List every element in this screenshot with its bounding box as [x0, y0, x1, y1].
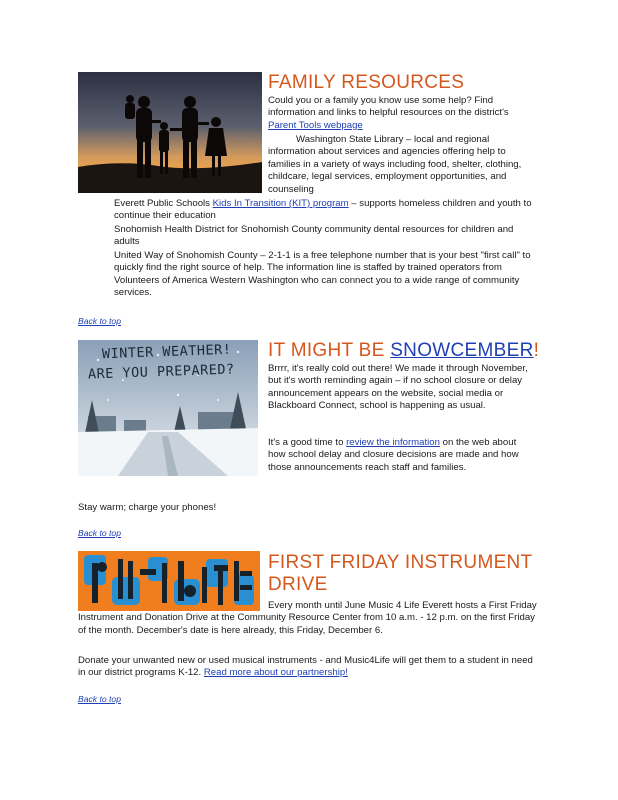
- snowcember-heading-text: IT MIGHT BE: [268, 340, 391, 361]
- snow-paragraph-2-text: It's a good time to: [268, 437, 347, 448]
- family-resources-heading: FAMILY RESOURCES: [268, 72, 465, 93]
- family-item-3-text: Snohomish Health District for Snohomish County community dental resources for children and adults: [114, 224, 514, 248]
- family-item-2: [114, 198, 534, 223]
- snow-paragraph-3: Stay warm; charge your phones!: [78, 502, 217, 513]
- music-paragraph-1: [78, 600, 538, 637]
- snow-paragraph-2: [268, 437, 530, 474]
- snow-paragraph-1: Brrrr, it's really cold out there! We made it through November, but it's worth reminding again – if no school closure or delay announcement appears on the website, social media or Blackboard Connect, school is happening as usual.: [268, 363, 528, 412]
- winter-image-caption-2: ARE YOU PREPARED?: [87, 361, 235, 383]
- review-information-link[interactable]: review the information: [346, 437, 440, 448]
- family-silhouette-photo: [78, 72, 262, 193]
- family-item-1: [268, 134, 530, 196]
- family-item-2-text-b: – supports homeless children and youth to continue their education: [114, 198, 532, 222]
- back-to-top-link[interactable]: Back to top: [78, 316, 121, 326]
- read-more-partnership-link[interactable]: Read more about our partnership!: [203, 667, 348, 679]
- family-item-3: [114, 224, 534, 249]
- winter-weather-photo: [78, 340, 258, 476]
- snowcember-heading-exclaim: !: [533, 340, 540, 361]
- first-friday-heading-2: DRIVE: [268, 574, 328, 595]
- music-paragraph-2: [78, 655, 538, 680]
- back-to-top-link[interactable]: Back to top: [78, 694, 121, 704]
- back-to-top-link[interactable]: Back to top: [78, 528, 121, 538]
- family-item-4: [114, 250, 536, 300]
- snow-paragraph-2-text-b: on the web about how school delay and closure decisions are made and how those announcements reach staff and families.: [268, 437, 519, 473]
- snowcember-link[interactable]: SNOWCEMBER: [390, 340, 534, 361]
- family-intro: [268, 95, 532, 132]
- family-item-4-text: United Way of Snohomish County – 2-1-1 is a free telephone number that is your best "first call" to quickly find the right source of help. The information line is staffed by trained operators from Volunteers of America Western Washington who can connect you to a wide range of community services.: [114, 250, 531, 299]
- family-item-1-text: Washington State Library – local and regional information about services and agencies offering help to families in a variety of ways including food, shelter, clothing, childcare, legal services, employment opportunities, and counseling: [268, 134, 522, 195]
- snowcember-heading: [268, 340, 539, 362]
- winter-image-caption-1: WINTER WEATHER!: [101, 341, 232, 363]
- parent-tools-link[interactable]: Parent Tools webpage: [268, 119, 363, 131]
- kit-program-link[interactable]: Kids In Transition (KIT) program: [212, 198, 349, 209]
- first-friday-heading-1: FIRST FRIDAY INSTRUMENT: [268, 552, 533, 573]
- music-paragraph-2-text: Donate your unwanted new or used musical instruments - and Music4Life will get them to a student in need in our district programs K-12.: [78, 655, 533, 679]
- family-item-2-text: Everett Public Schools: [114, 198, 213, 209]
- family-intro-text: Could you or a family you know use some help? Find information and links to helpful resources on the district's: [268, 95, 509, 119]
- music-paragraph-1-text: Every month until June Music 4 Life Everett hosts a First Friday Instrument and Donation Drive at the Community Resource Center from 10 a.m. - 12 p.m. on the first Friday of the month. December's date is here already, this Friday, December 6.: [78, 600, 537, 636]
